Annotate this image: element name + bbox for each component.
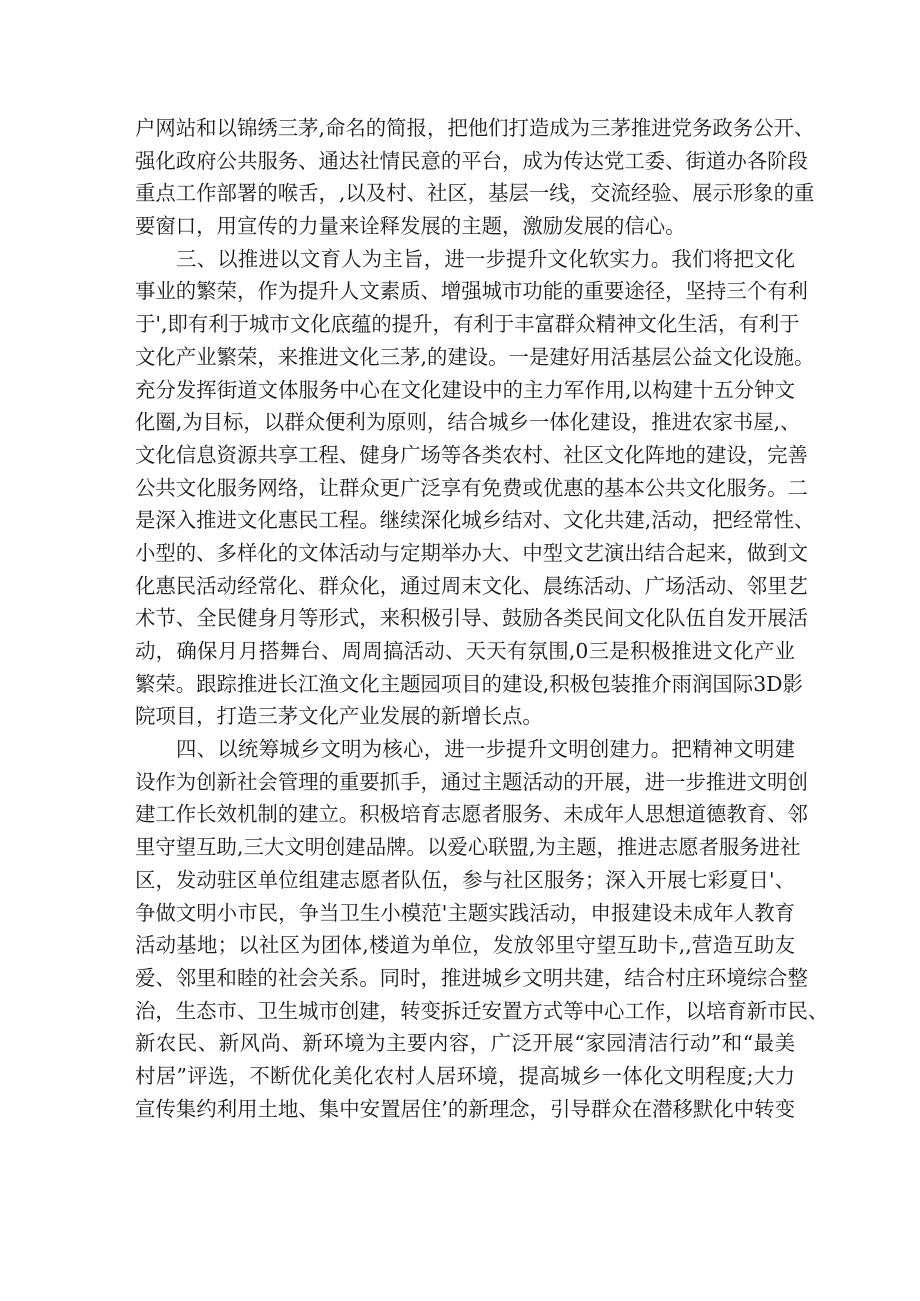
text-line: 宣传集约利用土地、集中安置居住’的新理念，引导群众在潜移默化中转变: [135, 1096, 795, 1121]
text-line: 户网站和以锦绣三茅,命名的简报，把他们打造成为三茅推进党务政务公开、: [135, 116, 815, 140]
text-line: 强化政府公共服务、通达社情民意的平台，成为传达党工委、街道办各阶段: [135, 148, 808, 173]
paragraph-first-line: 三、以推进以文育人为主旨，进一步提升文化软实力。我们将把文化: [176, 246, 795, 271]
text-line: 设作为创新社会管理的重要抓手，通过主题活动的开展，进一步推进文明创: [135, 769, 808, 794]
text-line: 小型的、多样化的文体活动与定期举办大、中型文艺演出结合起来，做到文: [135, 540, 808, 565]
text-line: 于',即有利于城市文化底蕴的提升，有利于丰富群众精神文化生活，有利于: [135, 312, 800, 337]
text-line: 是深入推进文化惠民工程。继续深化城乡结对、文化共建,活动，把经常性、: [135, 508, 815, 533]
text-line: 事业的繁荣，作为提升人文素质、增强城市功能的重要途径，坚持三个有利: [135, 279, 808, 304]
text-line: 繁荣。跟踪推进长江渔文化主题园项目的建设,积极包装推介雨润国际3D影: [135, 671, 803, 696]
text-line: 治，生态市、卫生城市创建，转变拆迁安置方式等中心工作，以培育新市民、: [135, 998, 829, 1023]
text-line: 文化产业繁荣，来推进文化三茅,的建设。一是建好用活基层公益文化设施。: [135, 344, 815, 369]
text-line: 院项目，打造三茅文化产业发展的新增长点。: [135, 704, 543, 729]
text-line: 公共文化服务网络，让群众更广泛享有免费或优惠的基本公共文化服务。二: [135, 475, 808, 500]
text-line: 动，确保月月搭舞台、周周搞活动、天天有氛围,0三是积极推进文化产业: [135, 639, 795, 663]
text-line: 建工作长效机制的建立。积极培育志愿者服务、未成年人思想道德教育、邻: [135, 802, 808, 827]
text-line: 充分发挥街道文体服务中心在文化建设中的主力军作用,以构建十五分钟文: [135, 377, 795, 402]
text-line: 要窗口，用宣传的力量来诠释发展的主题，激励发展的信心。: [135, 214, 686, 239]
paragraph-first-line: 四、以统筹城乡文明为核心，进一步提升文明创建力。把精神文明建: [176, 737, 795, 762]
text-line: 术节、全民健身月等形式，来积极引导、鼓励各类民间文化队伍自发开展活: [135, 606, 808, 631]
text-line: 里守望互助,三大文明创建品牌。以爱心联盟,为主题，推进志愿者服务进社: [135, 835, 801, 860]
text-line: 文化信息资源共享工程、健身广场等各类农村、社区文化阵地的建设，完善: [135, 442, 808, 467]
text-line: 重点工作部署的喉舌，,以及村、社区，基层一线，交流经验、展示形象的重: [135, 181, 815, 206]
text-line: 化圈,为目标，以群众便利为原则，结合城乡一体化建设，推进农家书屋,、: [135, 410, 801, 435]
text-line: 爱、邻里和睦的社会关系。同时，推进城乡文明共建，结合村庄环境综合整: [135, 965, 808, 990]
text-line: 活动基地；以社区为团体,楼道为单位，发放邻里守望互助卡,,营造互助友: [135, 933, 795, 958]
text-line: 区，发动驻区单位组建志愿者队伍，参与社区服务；深入开展七彩夏日'、: [135, 867, 795, 892]
text-line: 村居”评选，不断优化美化农村人居环境，提高城乡一体化文明程度;大力: [135, 1063, 795, 1088]
document-body: [135, 112, 829, 1125]
text-line: 争做文明小市民，争当卫生小模范'主题实践活动，申报建设未成年人教育: [135, 900, 795, 925]
text-line: 化惠民活动经常化、群众化，通过周末文化、晨练活动、广场活动、邻里艺: [135, 573, 808, 598]
text-line: 新农民、新风尚、新环境为主要内容，广泛开展“家园清洁行动”和“最美: [135, 1031, 795, 1056]
